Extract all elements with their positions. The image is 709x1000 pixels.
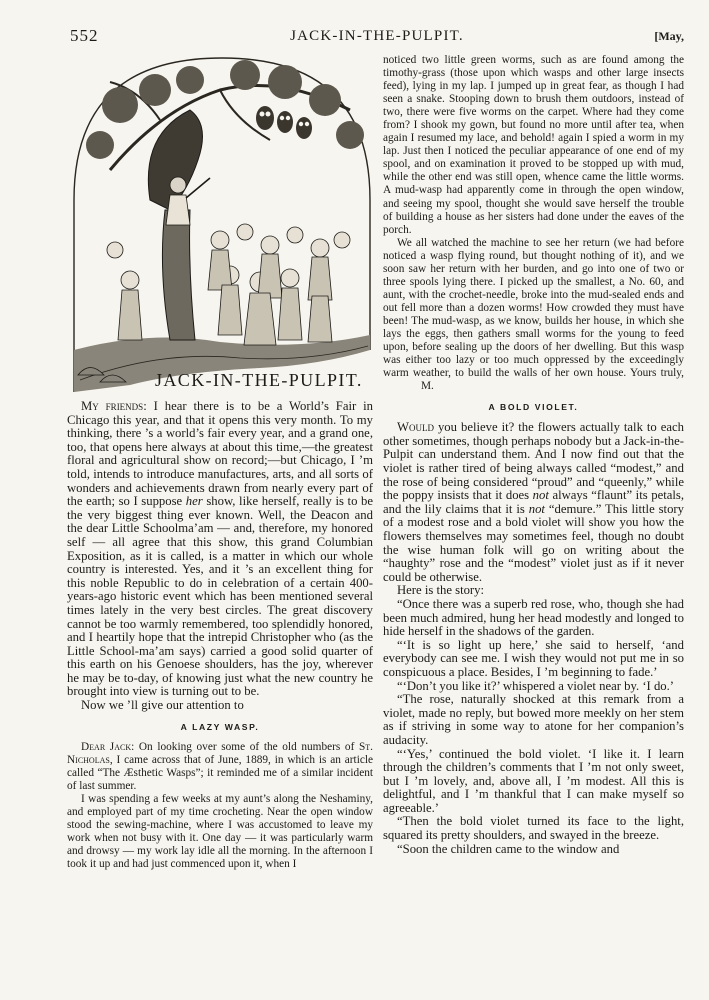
running-header (70, 26, 684, 48)
paragraph-story-intro: Here is the story: (397, 583, 485, 598)
right-column (383, 54, 684, 856)
paragraph-story-1: “Once there was a superb red rose, who, though she had been much admired, hung her head modestly and longed to hide herself in the shadows of the garden. (383, 596, 684, 639)
letter-signature: M. (421, 380, 434, 393)
paragraph-story-3: “‘Don’t you like it?’ whispered a violet near by. ‘I do.’ (397, 678, 675, 693)
heading-lazy-wasp: A LAZY WASP. (180, 721, 260, 732)
paragraph-watch-machine: We all watched the machine to see her return (we had before noticed a wasp flying round, but thought nothing of it), and we soon saw her return with her burden, and go into one of two or three spools lying there. I picked up the smallest, a No. 60, and aunt, with the crochet-needle, broke into the mud-sealed ends and out fell more than a dozen worms! How crowded they must have been! The mud-wasp, as we know, builds her house, in which she lays the eggs, then gathers small worms for the young to feed upon, before sealing up the doors of her dwelling. But this wasp was either too lazy or too much oppressed by the exceedingly warm weather, to build the walls of her own house. Yours truly,M. (383, 236, 684, 393)
left-column (67, 400, 373, 871)
running-month: [May, (654, 29, 684, 43)
paragraph-story-2: “‘It is so light up here,’ she said to herself, ‘and everybody can see me. I wish they would not put me in so conspicuous a place. Besides, I ’m beginning to fade.’ (383, 637, 684, 679)
illustration-title: JACK-IN-THE-PULPIT. (155, 370, 363, 390)
illustration-drawing (70, 50, 375, 395)
jack-in-the-pulpit-illustration (70, 50, 375, 395)
paragraph-story-5: “‘Yes,’ continued the bold violet. ‘I like it. I learn through the children’s comments that I ’m not only sweet, but I ’m lovely, and, above all, I ’m modest. All this is delightful, and I ’m thankful that I can make myself so agreeable.’ (383, 746, 684, 815)
paragraph-story-7: “Soon the children came to the window and (397, 841, 620, 856)
paragraph-story-4: “The rose, naturally shocked at this remark from a violet, made no reply, but bowed more meekly on her stem as if striving in some way to atone for her companion’s audacity. (383, 692, 684, 747)
paragraph-flowers-talk: Would you believe it? the flowers actually talk to each other sometimes, though perhaps nobody but a Jack-in-the-Pulpit can understand them. And I now find out that the violet is rather tired of being always called “modest,” and the rose of being considered “proud” and “queenly,” while the poppy insists that it does not always “flaunt” its petals, and the lily claims that it is not “demure.” This little story of a modest rose and a bold violet will show you how the flowers themselves may sometimes feel, though no doubt the wise human folk will go on writing about the “haughty” rose and the “modest” violet just as if it never could be otherwise. (383, 420, 684, 584)
page-number: 552 (70, 26, 99, 45)
heading-bold-violet: A BOLD VIOLET. (488, 402, 579, 413)
running-title: JACK-IN-THE-PULPIT. (290, 28, 464, 44)
paragraph-transition: Now we ’ll give our attention to (81, 698, 244, 713)
paragraph-worlds-fair: My friends: I hear there is to be a World’s Fair in Chicago this year, and that it opens this very month. To my thinking, there ’s a world’s fair every year, and a grand one, too, that opens here always at about this time,—the greatest floral and agricultural show on record;—but Chicago, I ’m told, intends to introduce manufactures, arts, and all sorts of wonders and achievements drawn from nearly every part of the earth; so I suppose her show, like herself, really is to be the very biggest thing ever known. Well, the Deacon and the dear Little Schoolma’am — and, therefore, my honored self — all agree that this show, this grand Columbian Exposition, as it is called, is a matter in which our whole country is interested. Yes, and it ’s an excellent thing for this noble Republic to do in celebration of a certain 400-years-ago historic event which has been mentioned several times lately in the very best circles. The great discovery cannot be too warmly remembered, too splendidly honored, and I heartily hope that the intrepid Christopher who (as the Little School-ma’am says) carried a good solid quarter of this earth on his Genoese shoulders, has the joy, wherever he may be to-day, of knowing just what the new country he brought into view is turning out to be. (67, 399, 373, 699)
paragraph-letter-body: I was spending a few weeks at my aunt’s along the Neshaminy, and employed part of my time crocheting. Near the open window stood the sewing-machine, where I was accustomed to leave my work when not busy with it. One day — it was particularly warm and drowsy — my work lay idle all the morning. In the afternoon I took it up and had just commenced upon it, when I (67, 792, 373, 871)
paragraph-letter-opening: Dear Jack: On looking over some of the old numbers of St. Nicholas, I came across that of June, 1889, in which is an article called “The Æsthetic Wasps”; it reminded me of a similar incident of last summer. (67, 740, 373, 792)
paragraph-worms: noticed two little green worms, such as are found among the timothy-grass (those upon which wasps and other large insects feed), lying in my lap. I jumped up in great fear, as though I had seen a snake. Stooping down to brush them outdoors, instead of two, there were five worms on the carpet. Where had they come from? I shook my gown, but found no more until after tea, when again I resumed my lace, and behold! again I spied a worm in my lap. Just then I noticed the peculiar appearance of one end of my spool, and on examination it proved to be stopped up with mud, while the other end was still open, whence came the little worms. A mud-wasp had apparently come in through the open window, and seeing my spool, thought she would save herself the trouble of building a house as her sisters had done under the eaves of the porch. (383, 54, 684, 236)
paragraph-story-6: “Then the bold violet turned its face to the light, squared its pretty shoulders, and swayed in the breeze. (383, 814, 684, 843)
